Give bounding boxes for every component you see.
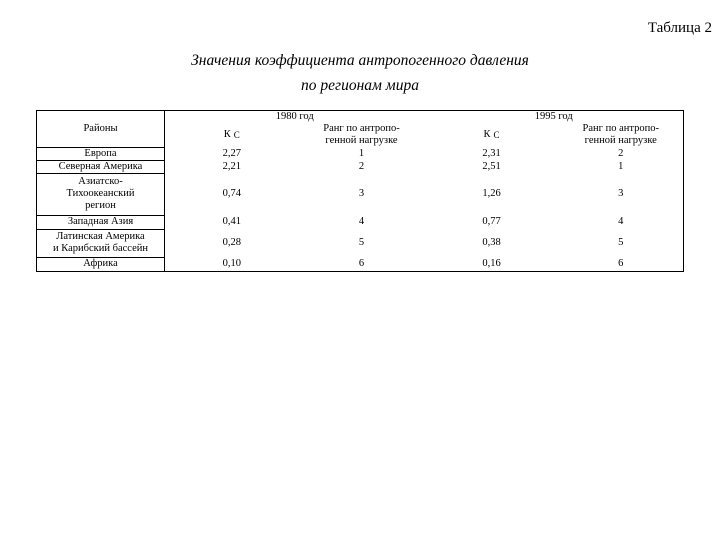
rank-1995-cell: 4 — [559, 215, 684, 229]
region-cell-line: Латинская Америка — [56, 231, 145, 242]
table-number-label: Таблица 2 — [647, 20, 712, 36]
table-row — [37, 215, 684, 229]
region-cell-line: Азиатско- — [78, 176, 123, 187]
header-region: Районы — [37, 111, 165, 148]
region-cell: Африка — [37, 257, 165, 271]
pressure-coefficient-table — [36, 110, 684, 272]
header-year-1980: 1980 год — [165, 111, 425, 124]
table-row — [37, 229, 684, 257]
region-cell — [37, 173, 165, 215]
rank-1995-cell: 2 — [559, 147, 684, 160]
rank-1995-cell: 5 — [559, 229, 684, 257]
table-row — [37, 147, 684, 160]
kc-1980-cell: 2,21 — [222, 160, 241, 172]
kc-1980-cell: 0,74 — [222, 188, 241, 199]
kc-1995-cell: 0,38 — [482, 237, 501, 248]
table-row — [37, 160, 684, 173]
region-cell-line: Тихоокеанский — [66, 188, 135, 199]
kc-1995-cell: 0,16 — [425, 257, 559, 271]
kc-1980-cell: 0,10 — [165, 257, 299, 271]
kc-1995-cell: 0,77 — [482, 216, 501, 227]
rank-1980-cell: 1 — [358, 147, 365, 159]
region-cell-line: регион — [85, 200, 116, 211]
kc-1995-cell: 2,31 — [482, 147, 501, 159]
rank-1980-cell: 3 — [358, 188, 365, 199]
header-year-1995: 1995 год — [425, 111, 684, 124]
header-kc-1980: К $_С$ — [223, 129, 240, 140]
header-kc-1995: К $_С$ — [483, 129, 500, 140]
region-cell — [37, 229, 165, 257]
kc-1980-cell: 0,41 — [222, 216, 241, 227]
kc-1980-cell: 0,28 — [222, 237, 241, 248]
table-title-line-2: по регионам мира — [301, 77, 419, 94]
table-title — [0, 48, 720, 98]
table-row — [37, 257, 684, 271]
region-cell-line: и Карибский бассейн — [53, 243, 148, 254]
rank-1995-cell: 6 — [559, 257, 684, 271]
header-rank-1980-line-1: Ранг по антропо- — [323, 123, 400, 134]
table-title-line-1: Значения коэффициента антропогенного давления — [191, 52, 529, 69]
region-cell: Европа — [37, 147, 165, 160]
kc-1995-cell: 2,51 — [482, 160, 501, 172]
table-row — [37, 173, 684, 215]
rank-1995-cell: 1 — [559, 160, 684, 173]
header-rank-1995-line-2: генной нагрузке — [559, 135, 684, 147]
header-rank-1995-line-1: Ранг по антропо- — [559, 123, 684, 135]
kc-1995-cell: 1,26 — [482, 188, 501, 199]
region-cell: Западная Азия — [37, 215, 165, 229]
header-rank-1980-line-2: генной нагрузке — [325, 135, 398, 146]
rank-1995-cell: 3 — [559, 173, 684, 215]
region-cell: Северная Америка — [37, 160, 165, 173]
kc-1980-cell: 2,27 — [222, 147, 241, 159]
header-row-years — [37, 111, 684, 124]
rank-1980-cell: 4 — [358, 216, 365, 227]
rank-1980-cell: 2 — [358, 160, 365, 172]
rank-1980-cell: 5 — [358, 237, 365, 248]
rank-1980-cell: 6 — [299, 257, 425, 271]
